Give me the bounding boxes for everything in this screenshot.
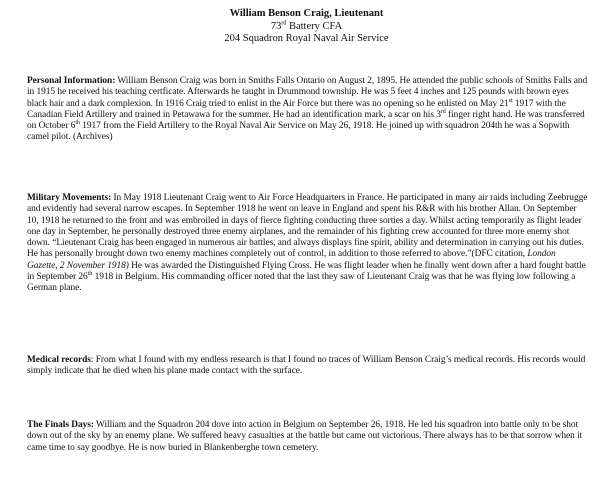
final-days-section: [27, 420, 588, 454]
ordinal-suffix: rd: [440, 108, 446, 115]
section-label: Personal Information:: [27, 76, 116, 86]
military-movements-section: [27, 193, 588, 295]
paragraph-text: In May 1918 Lieutenant Craig went to Air Force Headquarters in France. He participated in many air raids including Zeebrugge and evidently had several narrow escapes. In September 1918 he went on leave in England and spent his R&R with his brother Allan. On September 10, 1918 he returned to the front and was embroiled in days of fierce fighting conducting three sorties a day. Whilst acting temporarily as flight leader one day in September, he personally destroyed three enemy airplanes, and the remainder of his fighting crew accounted for three more enemy shot down. “Lieutenant Craig has been engaged in numerous air battles, and always displays fine spirit, ability and determination in carrying out his duties. He has personally brought down two enemy machines completely out of control, in addition to those referred to above.”(DFC citation,: [27, 193, 588, 260]
personal-information-section: [27, 76, 588, 144]
battery-suffix: rd: [281, 20, 287, 26]
section-label: Medical records: [27, 355, 91, 365]
paragraph-text: 1917 from the Field Artillery to the Royal Naval Air Service on May 26, 1918. He joined up with squadron 204th he was a Sopwith camel pilot. (Archives): [27, 121, 570, 143]
medical-records-section: [27, 355, 588, 378]
battery-name: Battery CFA: [286, 20, 343, 32]
section-label: Military Movements:: [27, 193, 112, 203]
ordinal-suffix: st: [508, 97, 513, 104]
battery-line: [27, 21, 586, 34]
ordinal-suffix: th: [87, 270, 93, 277]
citation-text: London Gazette, 2 November 1918): [27, 249, 556, 271]
paragraph-text: finger right hand. He was transferred on October 6: [27, 109, 585, 132]
page-title: William Benson Craig, Lieutenant: [229, 8, 384, 19]
paragraph-text: 1917 with the Canadian Field Artillery and trained in Petawawa for the summer. He had an identification mark, a scar on his 3: [27, 98, 566, 120]
paragraph-text: William Benson Craig was born in Smiths Falls Ontario on August 2, 1895. He attended the public schools of Smiths Falls and in 1915 he received his teaching certficate. Afterwards he taught in Drummond township. He was 5 feet 4 inches and 125 pounds with brown eyes black hair and a dark complexion. In 1916 Craig tried to enlist in the Air Force but there was no opening so he enlisted on May 21: [27, 76, 588, 109]
paragraph-text: : From what I found with my endless research is that I found no traces of William Benson Craig’s medical records. His records would simply indicate that he died when his plane made contact with the surface.: [27, 355, 586, 377]
section-label: The Finals Days:: [27, 420, 94, 430]
paragraph-text: He was awarded the Distinguished Flying Cross. He was flight leader when he finally went down after a hard fought battle in September 26: [27, 260, 586, 283]
battery-number: 73: [270, 20, 282, 32]
ordinal-suffix: th: [75, 120, 80, 127]
paragraph-text: 1918 in Belgium. His commanding officer noted that the last they saw of Lieutenant Craig was that he was flying low following a German plane.: [27, 272, 576, 294]
paragraph-text: William and the Squadron 204 dove into action in Belgium on September 26, 1918. He led his squadron into battle only to be shot down out of the sky by an enemy plane. We suffered heavy casualties at the battle but came out victorious. There always has to be that sorrow when it came time to say goodbye. He is now buried in Blankenberghe town cemetery.: [27, 420, 583, 453]
document-header: [27, 0, 586, 46]
squadron-line: 204 Squadron Royal Naval Air Service: [224, 33, 389, 44]
